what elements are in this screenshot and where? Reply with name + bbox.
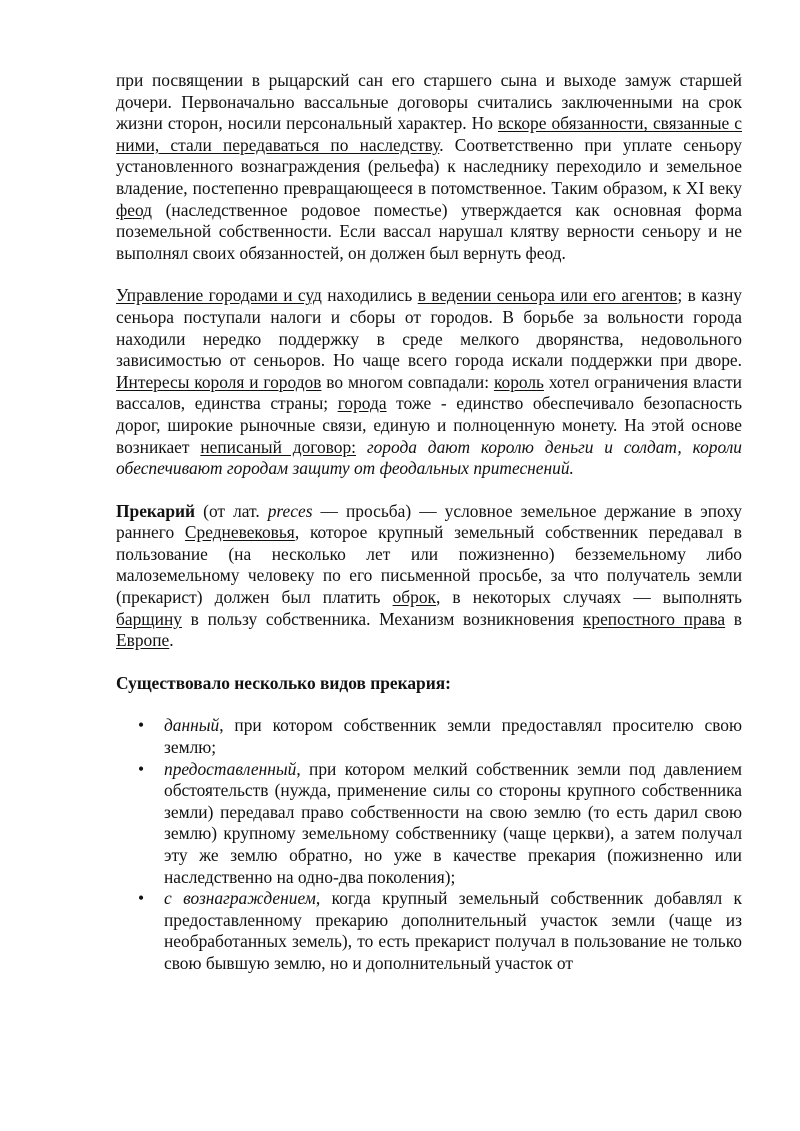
document-page [116, 70, 742, 975]
link-unwritten-contract[interactable]: неписаный договор: [200, 436, 356, 457]
list-item-term: предоставленный [164, 758, 297, 779]
section-heading [116, 673, 742, 695]
bullet-icon: • [138, 758, 145, 779]
list-item-text: , когда крупный земельный собственник добавлял к предоставленному прекарию дополнительный участок земли (чаще из необработанных земель), то есть прекарист получал в пользование не только свою бывшую землю, но и дополнительный участок от [164, 888, 743, 973]
paragraph-precarium [116, 501, 742, 652]
text-segment: в пользу собственника. Механизм возникновения [181, 608, 583, 629]
text-segment: , в некоторых случаях — выполнять [435, 587, 742, 608]
link-city-governance[interactable]: Управление городами и суд [116, 285, 322, 306]
list-item [116, 715, 742, 758]
text-segment: — просьба) — условное земельное держание в эпоху раннего [116, 500, 742, 543]
link-obrok[interactable]: оброк [392, 587, 436, 608]
list-item-term: данный [164, 715, 220, 736]
precarium-types-list [116, 715, 742, 974]
list-item-text: , при котором собственник земли предоставлял просителю свою землю; [164, 715, 742, 758]
link-hereditary-obligations[interactable]: вскоре обязанности, связанные с ними, стали передаваться по наследству [116, 113, 742, 155]
heading-text: Существовало несколько видов прекария: [116, 672, 451, 693]
link-serfdom[interactable]: крепостного права [582, 608, 726, 629]
list-item [116, 888, 742, 974]
list-item-text: , при котором мелкий собственник земли под давлением обстоятельств (нужда, применение силы со стороны крупного собственника земли) передавал право собственности на свою землю (то есть дарил свою землю) крупному земельному собственнику (чаще церкви), а затем получал эту же землю обратно, но уже в качестве прекария (пожизненно или наследственно на одно-два поколения); [164, 758, 742, 887]
link-middle-ages[interactable]: Средневековья [184, 522, 295, 543]
bullet-icon: • [138, 715, 145, 736]
text-segment: хотел ограничения власти вассалов, единства страны; [116, 371, 742, 414]
text-segment: при посвящении в рыцарский сан его старшего сына и выходе замуж старшей дочери. Первоначально вассальные договоры считались заключенными на срок жизни сторон, носили персональный характер. Но [116, 70, 742, 134]
list-item-term: с вознаграждением [164, 888, 316, 909]
text-segment: в [725, 608, 742, 629]
text-segment: . Соответственно при уплате сеньору установленного вознаграждения (рельефа) к наследнику переходило и земельное владение, постепенно превращающееся в потомственное. Таким образом, к XI веку [116, 134, 742, 198]
link-cities[interactable]: города [337, 393, 387, 414]
text-segment: находились [321, 285, 418, 306]
link-king[interactable]: король [493, 371, 544, 392]
link-feod[interactable]: феод [116, 199, 153, 220]
text-segment: во многом совпадали: [321, 371, 494, 392]
paragraph-city-governance [116, 285, 742, 479]
list-item [116, 759, 742, 889]
text-segment: (наследственное родовое поместье) утверждается как основная форма поземельной собственности. Если вассал нарушал клятву верности сеньору и не выполнял своих обязанностей, он должен был вернуть феод. [116, 199, 742, 263]
term-precarium: Прекарий [116, 500, 196, 521]
text-segment: , которое крупный земельный собственник передавал в пользование (на несколько лет или пожизненно) безземельному либо малоземельному человеку по его письменной просьбе, за что получатель земли (прекарист) должен был платить [116, 522, 742, 608]
link-king-city-interests[interactable]: Интересы короля и городов [116, 371, 322, 392]
link-seigneur-agents[interactable]: в ведении сеньора или его агентов [417, 285, 678, 306]
link-barshchina[interactable]: барщину [116, 608, 182, 629]
bullet-icon: • [138, 888, 145, 909]
link-europe[interactable]: Европе [116, 630, 170, 651]
text-segment: ; в казну сеньора поступали налоги и сборы от городов. В борьбе за вольности города находили нередко поддержку в среде мелкого дворянства, недовольного зависимостью от сеньоров. Но чаще всего города искали поддержки при дворе. [116, 285, 742, 371]
paragraph-vassal-contracts [116, 70, 742, 264]
text-segment: . [169, 630, 174, 651]
latin-term: preces [267, 500, 313, 521]
text-segment: (от лат. [195, 500, 268, 521]
italic-segment: города дают королю деньги и солдат, короли обеспечивают городам защиту от феодальных притеснений. [116, 436, 743, 479]
text-segment: тоже - единство обеспечивало безопасность дорог, широкие рыночные связи, единую и полноценную монету. На этой основе возникает [116, 393, 743, 457]
